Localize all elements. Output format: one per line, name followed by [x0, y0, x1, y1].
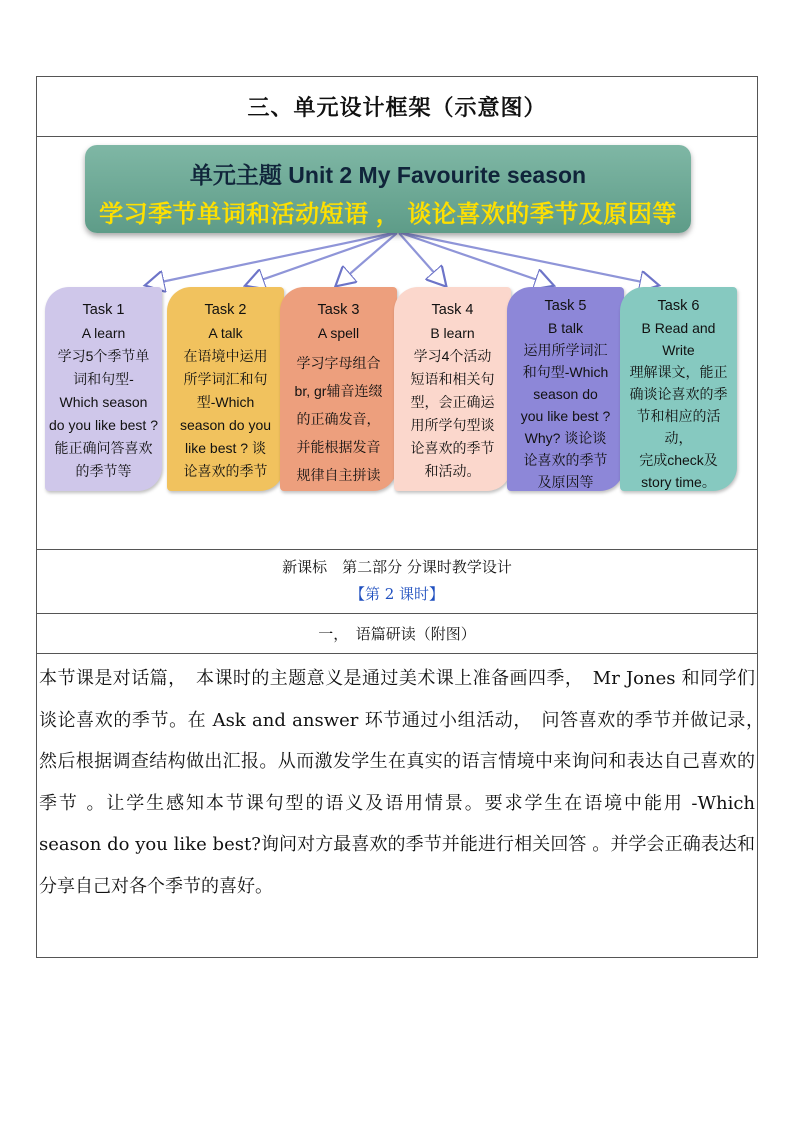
task-line: like best ? 谈 [185, 440, 266, 456]
task-subtitle: A talk [208, 325, 243, 341]
unit-theme-banner [85, 145, 691, 233]
task-line: 并能根据发音 [296, 439, 381, 455]
course-part-title: 新课标 第二部分 分课时教学设计 [282, 558, 512, 576]
task-title: Task 2 [204, 302, 247, 318]
task-line: story time。 [641, 474, 716, 490]
task-line: 和活动。 [424, 463, 481, 479]
task-line: 理解课文，能正 [629, 364, 728, 380]
task-line: season do [533, 386, 598, 402]
task-card-1 [45, 287, 162, 491]
task-line: 学习4个活动 [413, 348, 492, 364]
task-line: 论喜欢的季节 [183, 463, 268, 479]
task-line: br, gr辅音连缀 [294, 383, 383, 399]
unit-theme-title: 单元主题 Unit 2 My Favourite season [189, 162, 587, 188]
task-title: Task 1 [82, 302, 125, 318]
task-line: 所学词汇和句 [183, 371, 268, 387]
task-card-2 [167, 287, 284, 491]
course-heading-row [37, 550, 757, 614]
framework-diagram [37, 137, 757, 550]
task-line: do you like best ? [49, 417, 158, 433]
unit-theme-goal: 学习季节单词和活动短语 ， 谈论喜欢的季节及原因等 [99, 201, 677, 228]
task-line: 论喜欢的季节 [523, 452, 608, 468]
task-line: 节和相应的活动， [636, 408, 721, 446]
task-line: 和句型-Which [522, 364, 609, 380]
task-line: 在语境中运用 [183, 348, 268, 364]
analysis-paragraph: 本节课是对话篇， 本课时的主题意义是通过美术课上准备画四季， Mr Jones 和同学们谈论喜欢的季节。在 Ask and answer 环节通过小组活动， 问答喜欢的季节并做记录， 然后根据调查结构做出汇报。从而激发学生在真实的语言情境中来询问和表达自己喜欢的季节 。让学生感知本节课句型的语义及语用情景。要求学生在语境中能用 -Which season do you like best?询问对方最喜欢的季节并能进行相关回答 。并学会正确表达和分享自己对各个季节的喜好。 [39, 668, 773, 897]
task-card-6 [620, 287, 737, 491]
task-line: 确谈论喜欢的季 [629, 386, 728, 402]
task-card-4 [394, 287, 511, 491]
task-title: Task 5 [544, 298, 587, 314]
task-line: 的正确发音， [296, 411, 381, 427]
task-line: season do you [179, 417, 272, 433]
task-subtitle: A spell [317, 325, 360, 341]
reading-heading-row [37, 614, 757, 654]
task-line: 运用所学词汇 [523, 342, 608, 358]
reading-heading: 一， 语篇研读（附图） [318, 625, 476, 643]
lesson-number: 【第 2 课时】 [349, 585, 445, 603]
task-line: 词和句型- [73, 371, 134, 387]
task-card-5 [507, 287, 624, 491]
task-line: 短语和相关句 [410, 371, 495, 387]
task-subtitle: B talk [547, 320, 583, 336]
task-line: 学习5个季节单 [57, 348, 150, 364]
task-line: 型-Which [196, 394, 255, 410]
task-title: Task 4 [431, 302, 474, 318]
task-card-3 [280, 287, 397, 491]
task-line: Which season [59, 394, 148, 410]
task-title: Task 3 [317, 302, 360, 318]
task-title: Task 6 [657, 298, 700, 314]
task-line: you like best ? [520, 408, 611, 424]
task-line: 学习字母组合 [296, 355, 381, 371]
task-line: Write [662, 342, 695, 358]
task-line: 的季节等 [75, 463, 132, 479]
section-title-row [37, 77, 757, 137]
task-line: 能正确问答喜欢 [54, 440, 153, 456]
task-subtitle: B learn [430, 325, 475, 341]
arrow-task-3 [337, 233, 397, 285]
task-line: 论喜欢的季节 [410, 440, 495, 456]
task-line: 及原因等 [537, 474, 594, 490]
section-title: 三、单元设计框架（示意图） [247, 95, 547, 121]
task-subtitle: B Read and [641, 320, 716, 336]
task-line: 用所学句型谈 [410, 417, 495, 433]
task-line: 型，会正确运 [410, 394, 495, 410]
task-line: 规律自主拼读 [296, 467, 381, 483]
task-line: Why? 谈论谈 [524, 430, 607, 446]
task-line: 完成check及 [639, 452, 718, 468]
design-table [36, 76, 773, 958]
task-subtitle: A learn [81, 325, 126, 341]
